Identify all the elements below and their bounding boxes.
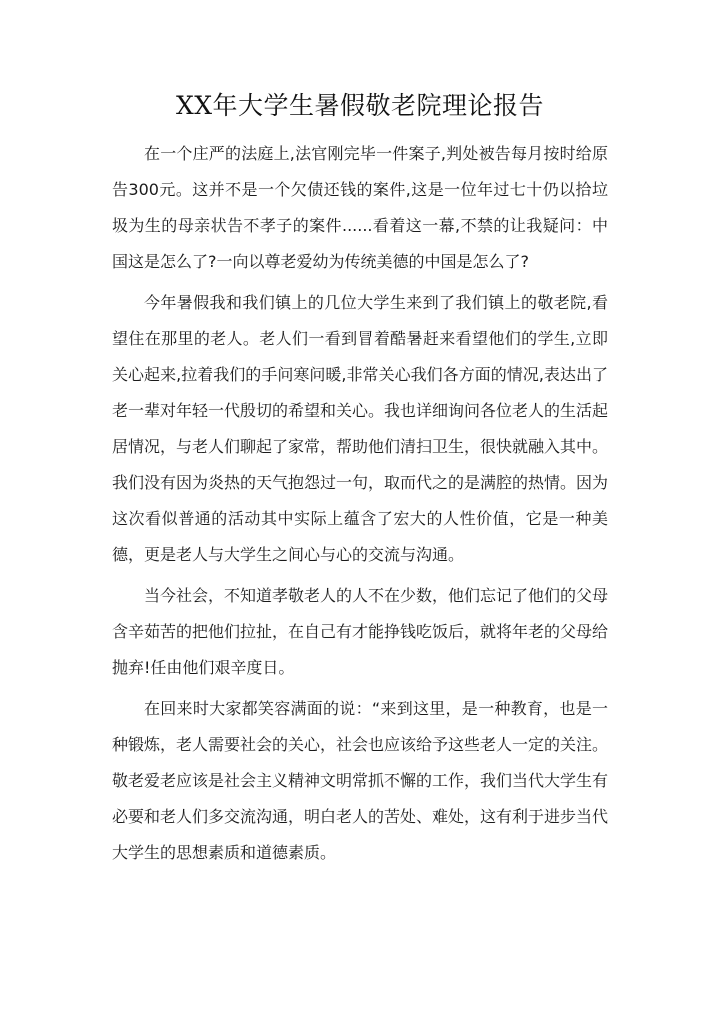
document-body [112, 136, 608, 876]
paragraph-1: 在一个庄严的法庭上,法官刚完毕一件案子,判处被告每月按时给原告300元。这并不是一个欠债还钱的案件,这是一位年过七十仍以拾垃圾为生的母亲状告不孝子的案件......看着这一幕,不禁的让我疑问：中国这是怎么了?一向以尊老爱幼为传统美德的中国是怎么了? [112, 144, 608, 271]
paragraph-3: 当今社会，不知道孝敬老人的人不在少数，他们忘记了他们的父母含辛茹苦的把他们拉扯，在自己有才能挣钱吃饭后，就将年老的父母给抛弃!任由他们艰辛度日。 [112, 586, 609, 677]
paragraph-2: 今年暑假我和我们镇上的几位大学生来到了我们镇上的敬老院,看望住在那里的老人。老人们一看到冒着酷暑赶来看望他们的学生,立即关心起来,拉着我们的手问寒问暖,非常关心我们各方面的情况,表达出了老一辈对年轻一代殷切的希望和关心。我也详细询问各位老人的生活起居情况，与老人们聊起了家常，帮助他们清扫卫生，很快就融入其中。我们没有因为炎热的天气抱怨过一句，取而代之的是满腔的热情。因为这次看似普通的活动其中实际上蕴含了宏大的人性价值，它是一种美德，更是老人与大学生之间心与心的交流与沟通。 [112, 293, 609, 564]
document-title: XX年大学生暑假敬老院理论报告 [175, 91, 545, 120]
paragraph-4: 在回来时大家都笑容满面的说：“来到这里，是一种教育，也是一种锻炼，老人需要社会的关心，社会也应该给予这些老人一定的关注。敬老爱老应该是社会主义精神文明常抓不懈的工作，我们当代大学生有必要和老人们多交流沟通，明白老人的苦处、难处，这有利于进步当代大学生的思想素质和道德素质。 [112, 699, 609, 862]
